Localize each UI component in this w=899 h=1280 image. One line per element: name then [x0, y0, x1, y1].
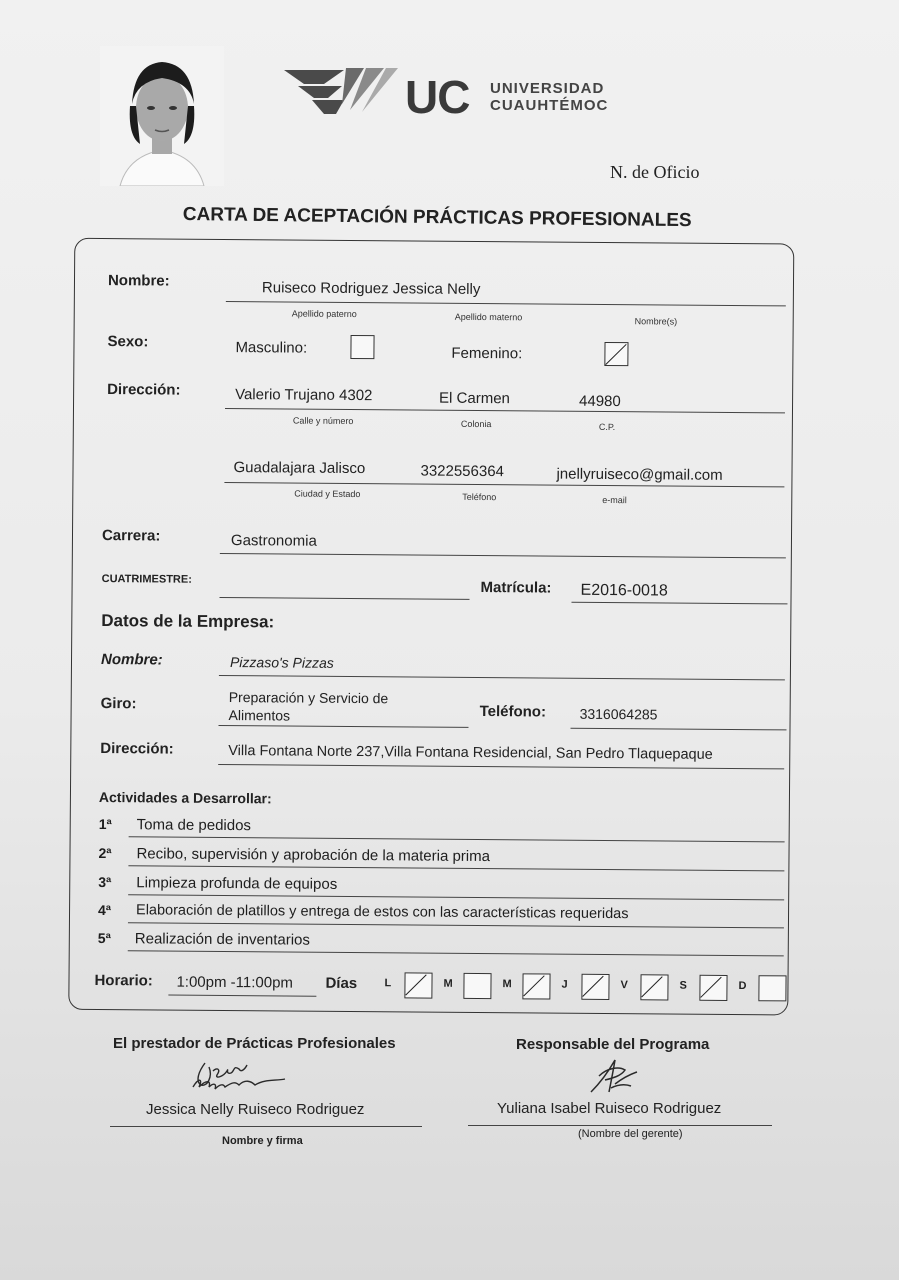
- career-value: Gastronomia: [230, 532, 317, 550]
- logo-abbreviation: UC: [405, 71, 470, 123]
- document-title: CARTA DE ACEPTACIÓN PRÁCTICAS PROFESIONALES: [182, 204, 692, 232]
- company-phone-value: 3316064285: [579, 705, 658, 723]
- activity-ordinal: 2ª: [98, 845, 112, 862]
- career-label: Carrera:: [101, 527, 161, 545]
- company-section-title: Datos de la Empresa:: [101, 611, 275, 632]
- provider-title: El prestador de Prácticas Profesionales: [113, 1035, 396, 1052]
- days-label: Días: [325, 974, 358, 993]
- address-city: Guadalajara Jalisco: [233, 459, 366, 478]
- masculino-checkbox[interactable]: [350, 335, 374, 359]
- student-phone: 3322556364: [420, 462, 505, 481]
- activity-text: Limpieza profunda de equipos: [136, 874, 338, 893]
- manager-name: Yuliana Isabel Ruiseco Rodriguez: [497, 1100, 722, 1117]
- giro-value-line-1: Preparación y Servicio de: [228, 689, 389, 707]
- sex-label: Sexo:: [107, 333, 149, 351]
- manager-signature: [585, 1054, 645, 1101]
- caption-apellido-materno: Apellido materno: [454, 311, 523, 323]
- address-colonia: El Carmen: [439, 389, 511, 408]
- activity-ordinal: 3ª: [98, 874, 112, 891]
- day-checkbox[interactable]: [699, 975, 727, 1001]
- activity-text: Elaboración de platillos y entrega de estos con las características requeridas: [135, 902, 629, 923]
- manager-caption: (Nombre del gerente): [578, 1128, 683, 1140]
- company-address-value: Villa Fontana Norte 237,Villa Fontana Residencial, San Pedro Tlaquepaque: [228, 743, 713, 763]
- company-name-value: Pizzaso's Pizzas: [229, 654, 334, 671]
- provider-caption: Nombre y firma: [222, 1135, 303, 1147]
- day-letter: S: [679, 979, 687, 992]
- student-name-value: Ruiseco Rodriguez Jessica Nelly: [261, 279, 481, 298]
- day-checkbox[interactable]: [640, 974, 668, 1000]
- caption-telefono: Teléfono: [462, 491, 497, 503]
- matricula-label: Matrícula:: [480, 578, 552, 597]
- activity-ordinal: 4ª: [97, 902, 112, 919]
- activity-ordinal: 5ª: [97, 930, 111, 947]
- manager-signature-line: [468, 1125, 772, 1126]
- matricula-value: E2016-0018: [580, 581, 668, 600]
- day-checkbox[interactable]: [581, 974, 609, 1000]
- address-cp: 44980: [578, 392, 621, 411]
- giro-label: Giro:: [100, 695, 137, 713]
- day-checkbox[interactable]: [404, 972, 432, 998]
- schedule-value: 1:00pm -11:00pm: [176, 973, 294, 992]
- day-letter: V: [620, 979, 628, 992]
- day-checkbox[interactable]: [522, 973, 550, 999]
- masculino-label: Masculino:: [235, 339, 308, 357]
- provider-name: Jessica Nelly Ruiseco Rodriguez: [146, 1101, 365, 1118]
- logo-line-2: CUAUHTÉMOC: [490, 97, 609, 114]
- day-letter: D: [738, 980, 747, 993]
- company-name-label: Nombre:: [100, 651, 163, 669]
- oficio-number-label: N. de Oficio: [610, 162, 700, 182]
- cuatrimestre-label: CUATRIMESTRE:: [101, 573, 192, 586]
- caption-cp: C.P.: [598, 421, 616, 433]
- day-letter: M: [502, 978, 512, 991]
- address-street: Valerio Trujano 4302: [235, 386, 373, 405]
- day-checkbox[interactable]: [758, 975, 786, 1001]
- logo-line-1: UNIVERSIDAD: [490, 80, 605, 97]
- activity-text: Toma de pedidos: [136, 816, 252, 835]
- manager-title: Responsable del Programa: [516, 1036, 710, 1053]
- day-letter: M: [443, 977, 453, 990]
- day-checkbox[interactable]: [463, 973, 491, 999]
- company-address-label: Dirección:: [100, 740, 174, 758]
- provider-signature: [185, 1057, 295, 1102]
- femenino-label: Femenino:: [451, 344, 523, 363]
- activity-text: Recibo, supervisión y aprobación de la materia prima: [136, 845, 491, 866]
- activity-text: Realización de inventarios: [134, 930, 310, 949]
- activities-title: Actividades a Desarrollar:: [98, 789, 272, 807]
- giro-value-line-2: Alimentos: [228, 707, 291, 724]
- address-label: Dirección:: [107, 381, 181, 399]
- caption-ciudad: Ciudad y Estado: [294, 488, 361, 500]
- provider-signature-line: [110, 1126, 422, 1127]
- day-letter: J: [561, 978, 568, 991]
- student-name-label: Nombre:: [107, 272, 170, 290]
- caption-apellido-paterno: Apellido paterno: [291, 308, 357, 320]
- caption-nombres: Nombre(s): [634, 316, 678, 327]
- student-email: jnellyruiseco@gmail.com: [556, 465, 723, 484]
- day-letter: L: [384, 977, 392, 990]
- schedule-label: Horario:: [94, 971, 153, 990]
- activity-ordinal: 1ª: [98, 816, 112, 833]
- caption-calle: Calle y número: [292, 415, 354, 426]
- caption-email: e-mail: [602, 494, 627, 506]
- company-phone-label: Teléfono:: [479, 702, 547, 721]
- femenino-checkbox[interactable]: [604, 342, 628, 366]
- caption-colonia: Colonia: [460, 418, 492, 430]
